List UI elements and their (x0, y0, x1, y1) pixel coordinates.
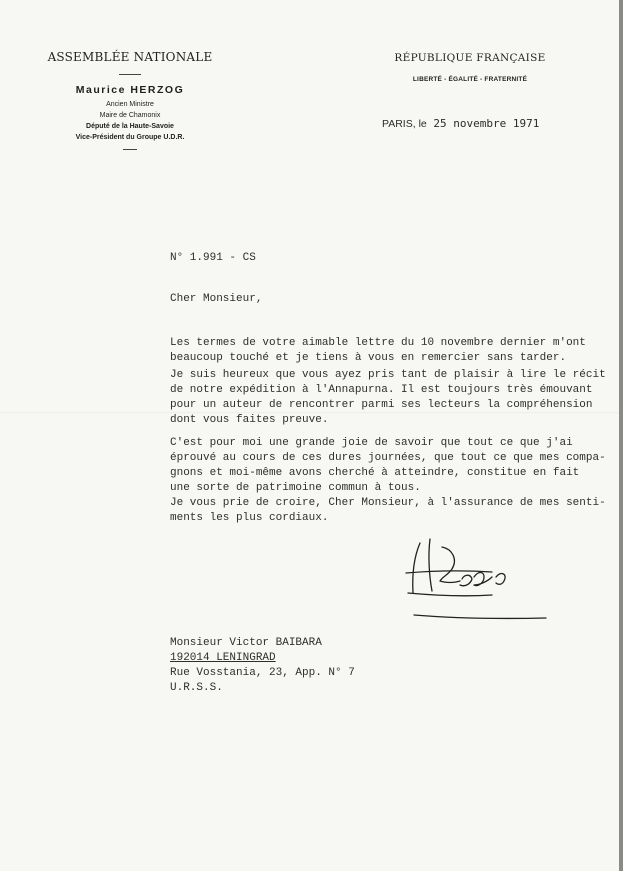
signature (400, 535, 550, 620)
institution-name: ASSEMBLÉE NATIONALE (47, 50, 213, 64)
national-motto: LIBERTÉ - ÉGALITÉ - FRATERNITÉ (412, 76, 528, 83)
sender-name: Maurice HERZOG (75, 84, 185, 96)
sender-title: Député de la Haute-Savoie (86, 123, 174, 130)
dateline-place: PARIS, le (382, 118, 427, 130)
signature-strokes (406, 539, 546, 618)
divider (119, 74, 141, 75)
dateline-date: 25 novembre 1971 (433, 117, 540, 130)
recipient-name: Monsieur Victor BAIBARA (170, 637, 322, 649)
recipient-country: U.R.S.S. (170, 682, 223, 694)
paragraph: Les termes de votre aimable lettre du 10 novembre dernier m'ont beaucoup touché et je tiens à vous en remercier sans tarder. (170, 337, 586, 364)
recipient-street: Rue Vosstania, 23, App. N° 7 (170, 667, 355, 679)
divider (123, 149, 137, 150)
republic-name: RÉPUBLIQUE FRANÇAISE (394, 52, 546, 64)
sender-title: Maire de Chamonix (99, 112, 161, 119)
paragraph: Je suis heureux que vous ayez pris tant de plaisir à lire le récit de notre expédition à l'Annapurna. Il est toujours très émouvant pour un auteur de rencontrer parmi ses lecteurs la compréhension dont vous faites preuve. (170, 369, 606, 426)
dateline (382, 117, 539, 130)
greeting: Cher Monsieur, (170, 293, 263, 305)
reference-number: N° 1.991 - CS (170, 252, 256, 264)
letterhead-right (390, 52, 550, 83)
paragraph: C'est pour moi une grande joie de savoir que tout ce que j'ai éprouvé au cours de ces dures journées, que tout ce que mes compa- gnons et moi-même avons cherché à atteindre, constitue en fait une sorte de patrimoine commun à tous. (170, 437, 606, 494)
recipient-address (170, 636, 355, 696)
sender-title: Vice-Président du Groupe U.D.R. (75, 134, 185, 141)
paragraph: Je vous prie de croire, Cher Monsieur, à l'assurance de mes senti- ments les plus cordiaux. (170, 497, 606, 524)
sender-title: Ancien Ministre (106, 101, 154, 108)
letterhead-left (40, 50, 220, 150)
recipient-city: 192014 LENINGRAD (170, 652, 276, 664)
